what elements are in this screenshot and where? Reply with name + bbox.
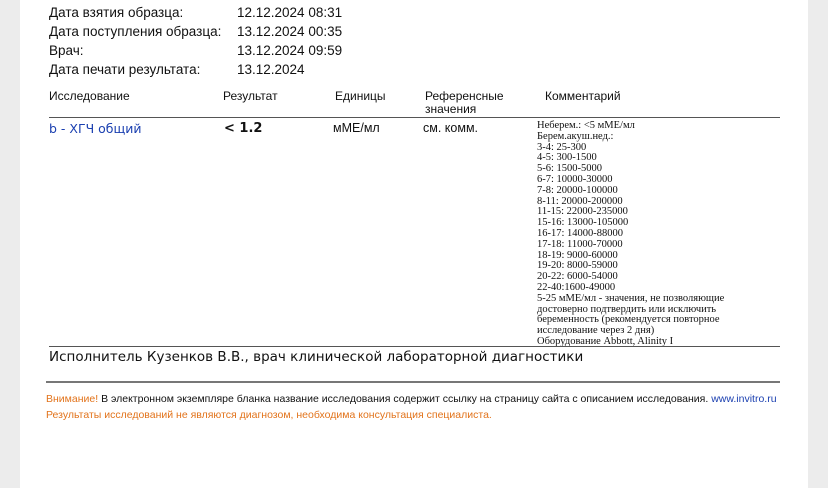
comment-line: 5-25 мМЕ/мл - значения, не позволяющие	[537, 292, 725, 304]
meta-label: Дата поступления образца:	[49, 24, 222, 39]
comment-line: 7-8: 20000-100000	[537, 184, 618, 196]
meta-label: Дата взятия образца:	[49, 5, 184, 20]
comment-line: Оборудование Abbott, Alinity I	[537, 335, 674, 347]
comment-line: 22-40:1600-49000	[537, 281, 616, 293]
meta-value: 12.12.2024 08:31	[237, 5, 343, 20]
header-units: Единицы	[335, 89, 386, 103]
results-table-header	[49, 90, 780, 118]
site-link[interactable]: www.invitro.ru	[711, 393, 777, 405]
meta-row	[49, 5, 342, 24]
comment-line: 16-17: 14000-88000	[537, 227, 624, 239]
comment-line: 18-19: 9000-60000	[537, 249, 618, 261]
comment-line: 8-11: 20000-200000	[537, 195, 623, 207]
executor-line: Исполнитель Кузенков В.В., врач клинической лабораторной диагностики	[49, 349, 584, 365]
meta-label: Врач:	[49, 43, 84, 58]
comment-line: 5-6: 1500-5000	[537, 163, 603, 175]
comment-line: 3-4: 25-300	[537, 141, 587, 153]
header-comment: Комментарий	[545, 89, 621, 103]
meta-value: 13.12.2024 00:35	[237, 24, 343, 39]
comment-line: 4-5: 300-1500	[537, 152, 597, 164]
comment-line: беременность (рекомендуется повторное	[537, 314, 720, 326]
comment-line: 15-16: 13000-105000	[537, 217, 629, 229]
attention-label: Внимание!	[46, 393, 99, 405]
notice-block	[46, 391, 777, 423]
notice-text: В электронном экземпляре бланка название исследования содержит ссылку на страницу сайта с описанием исследования.	[98, 393, 712, 405]
meta-row	[49, 62, 342, 81]
disclaimer-text: Результаты исследований не являются диагнозом, необходима консультация специалиста.	[46, 409, 492, 421]
notice-line	[46, 391, 777, 407]
sample-meta	[49, 5, 342, 81]
meta-row	[49, 43, 342, 62]
test-name-link[interactable]: b - ХГЧ общий	[49, 121, 142, 136]
meta-row	[49, 24, 342, 43]
comment-line: достоверно подтвердить или исключить	[537, 303, 717, 315]
comment-line: 11-15: 22000-235000	[537, 206, 628, 218]
row-divider	[49, 346, 780, 347]
header-result: Результат	[223, 89, 278, 103]
header-divider	[49, 117, 780, 118]
comment-line: 19-20: 8000-59000	[537, 260, 618, 272]
meta-value: 13.12.2024	[237, 62, 305, 77]
comment-line: 20-22: 6000-54000	[537, 271, 618, 283]
header-test: Исследование	[49, 89, 130, 103]
header-reference	[425, 90, 504, 116]
comment-line: 6-7: 10000-30000	[537, 173, 613, 185]
comment-line: исследование через 2 дня)	[537, 325, 655, 337]
comment-text	[537, 121, 777, 348]
header-reference-line2: значения	[425, 102, 477, 116]
result-value: < 1.2	[224, 121, 263, 136]
comment-line: Берем.акуш.нед.:	[537, 130, 614, 142]
comment-line: 17-18: 11000-70000	[537, 238, 623, 250]
notice-divider	[46, 381, 780, 383]
meta-label: Дата печати результата:	[49, 62, 201, 77]
reference-value: см. комм.	[423, 121, 479, 135]
header-reference-line1: Референсные	[425, 89, 504, 103]
meta-value: 13.12.2024 09:59	[237, 43, 343, 58]
comment-line: Неберем.: <5 мМЕ/мл	[537, 120, 635, 131]
lab-report-page	[20, 0, 808, 488]
units-value: мМЕ/мл	[333, 121, 380, 135]
